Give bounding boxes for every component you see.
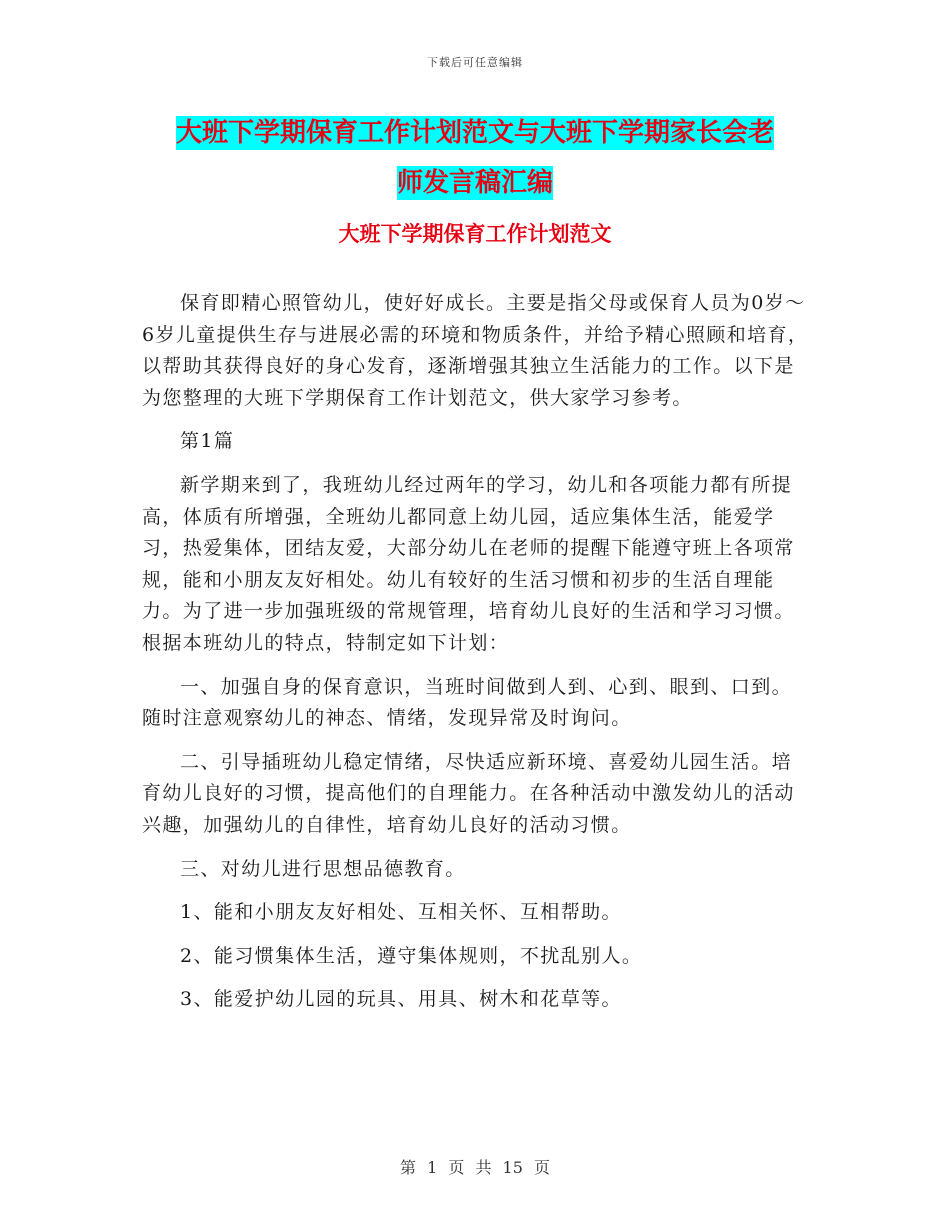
paragraph-point-3: 三、对幼儿进行思想品德教育。: [180, 857, 466, 880]
section-title: 大班下学期保育工作计划范文: [338, 222, 612, 246]
paragraph-intro: 保育即精心照管幼儿，使好好成长。主要是指父母或保育人员为0岁～6岁儿童提供生存与进展必需的环境和物质条件，并给予精心照顾和培育，以帮助其获得良好的身心发育，逐渐增强其独立生活能力的工作。以下是为您整理的大班下学期保育工作计划范文，供大家学习参考。: [142, 292, 809, 409]
paragraph-item-2: 2、能习惯集体生活，遵守集体规则，不扰乱别人。: [180, 944, 643, 967]
document-title: [0, 108, 950, 208]
page-header-note: 下载后可任意编辑: [427, 56, 523, 69]
document-title-line-1: 大班下学期保育工作计划范文与大班下学期家长会老: [175, 118, 774, 148]
paragraph-chapter-label: 第1篇: [180, 430, 235, 453]
page-footer-number: 第 1 页 共 15 页: [400, 1158, 550, 1177]
paragraph-background: 新学期来到了，我班幼儿经过两年的学习，幼儿和各项能力都有所提高，体质有所增强，全班幼儿都同意上幼儿园，适应集体生活，能爱学习，热爱集体，团结友爱，大部分幼儿在老师的提醒下能遵守班上各项常规，能和小朋友友好相处。幼儿有较好的生活习惯和初步的生活自理能力。为了进一步加强班级的常规管理，培育幼儿良好的生活和学习习惯。根据本班幼儿的特点，特制定如下计划：: [142, 473, 795, 654]
paragraph-item-1: 1、能和小朋友友好相处、互相关怀、互相帮助。: [180, 901, 622, 924]
paragraph-point-1: 一、加强自身的保育意识，当班时间做到人到、心到、眼到、口到。随时注意观察幼儿的神态、情绪，发现异常及时询问。: [142, 675, 793, 730]
document-body: [142, 288, 810, 1016]
paragraph-point-2: 二、引导插班幼儿稳定情绪，尽快适应新环境、喜爱幼儿园生活。培育幼儿良好的习惯，提高他们的自理能力。在各种活动中激发幼儿的活动兴趣，加强幼儿的自律性，培育幼儿良好的活动习惯。: [142, 750, 795, 836]
paragraph-item-3: 3、能爱护幼儿园的玩具、用具、树木和花草等。: [180, 988, 622, 1011]
document-title-line-2: 师发言稿汇编: [396, 168, 553, 198]
